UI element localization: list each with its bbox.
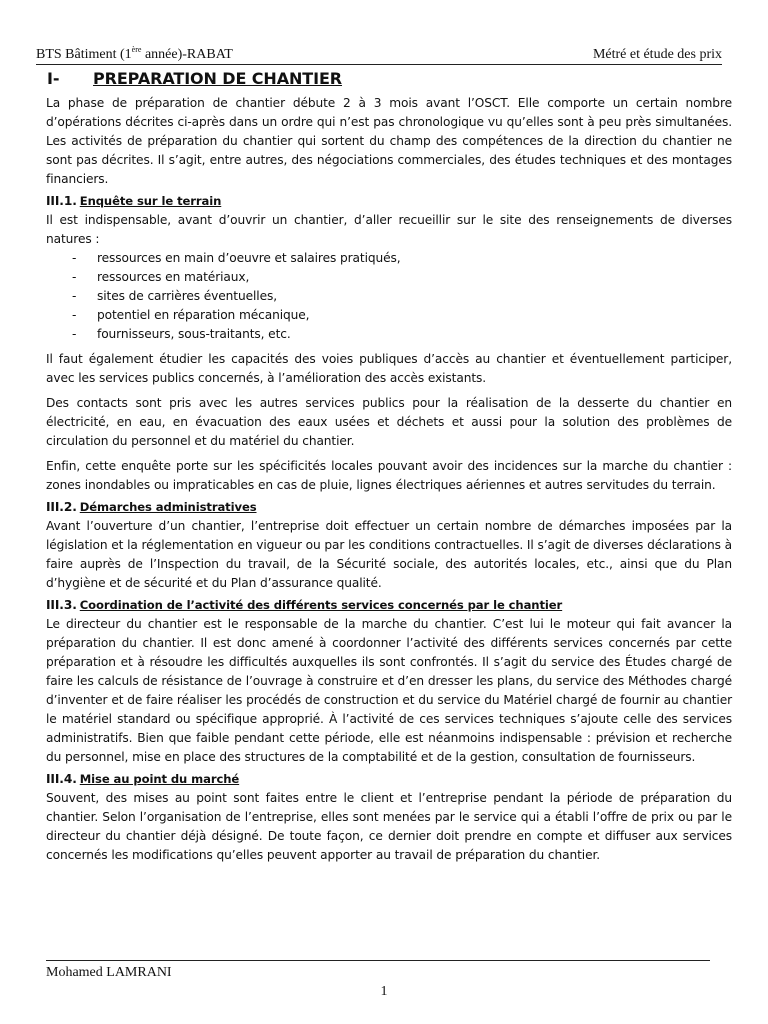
section-2-paragraph-1: Avant l’ouverture d’un chantier, l’entreprise doit effectuer un certain nombre de démarches imposées par la législation et la réglementation en vigueur ou par les conditions contractuelles. Il s’agit de diverses déclarations à faire auprès de l’Inspection du travail, de la Sécurité sociale, des autorités locales, etc., ainsi que du Plan d’hygiène et de sécurité et du Plan d’assurance qualité. xyxy=(46,519,732,590)
section-4-heading xyxy=(46,770,732,789)
section-1-paragraph-2: Il faut également étudier les capacités des voies publiques d’accès au chantier et éventuellement participer, avec les services publics concernés, à l’amélioration des accès existants. xyxy=(46,352,732,385)
section-2-number: III.2. xyxy=(46,500,77,514)
resource-list xyxy=(46,249,732,344)
header-left: BTS Bâtiment (1ère année)-RABAT xyxy=(36,45,233,62)
page-header xyxy=(36,42,722,65)
footer-author: Mohamed LAMRANI xyxy=(46,965,172,980)
section-1-title: Enquête sur le terrain xyxy=(79,194,222,208)
chapter-title xyxy=(47,68,732,90)
list-item: - fournisseurs, sous-traitants, etc. xyxy=(72,327,291,341)
chapter-title-text: PREPARATION DE CHANTIER xyxy=(93,69,343,88)
section-1-heading xyxy=(46,192,732,211)
section-4 xyxy=(46,770,732,865)
section-2-heading xyxy=(46,498,732,517)
section-4-paragraph-1: Souvent, des mises au point sont faites entre le client et l’entreprise pendant la période de préparation du chantier. Selon l’organisation de l’entreprise, elles sont menées par le service qui a établi l’offre de prix ou par le directeur du chantier déjà désigné. De toute façon, ce dernier doit prendre en compte et diffuser aux services concernés les modifications qu’elles peuvent apporter au travail de préparation du chantier. xyxy=(46,791,732,862)
section-2-title: Démarches administratives xyxy=(79,500,257,514)
list-item: - ressources en main d’oeuvre et salaires pratiqués, xyxy=(72,251,401,265)
page-footer xyxy=(46,960,710,980)
header-right: Métré et étude des prix xyxy=(592,47,722,62)
section-3-title: Coordination de l’activité des différents services concernés par le chantier xyxy=(79,598,563,612)
section-1-paragraph-1: Il est indispensable, avant d’ouvrir un chantier, d’aller recueillir sur le site des renseignements de diverses natures : xyxy=(46,213,732,246)
section-1 xyxy=(46,192,732,495)
section-1-paragraph-4: Enfin, cette enquête porte sur les spécificités locales pouvant avoir des incidences sur la marche du chantier : zones inondables ou impraticables en cas de pluie, lignes électriques aériennes et autres servitudes du terrain. xyxy=(46,459,732,492)
section-3-number: III.3. xyxy=(46,598,77,612)
list-item: - potentiel en réparation mécanique, xyxy=(72,308,310,322)
list-item: - sites de carrières éventuelles, xyxy=(72,289,277,303)
page-number: 1 xyxy=(380,984,388,999)
section-3 xyxy=(46,596,732,767)
section-2 xyxy=(46,498,732,593)
page-content xyxy=(46,68,732,865)
list-item: - ressources en matériaux, xyxy=(72,270,250,284)
section-3-heading xyxy=(46,596,732,615)
section-1-number: III.1. xyxy=(46,194,77,208)
chapter-number: I- xyxy=(47,69,60,88)
section-3-paragraph-1: Le directeur du chantier est le responsable de la marche du chantier. C’est lui le moteur qui fait avancer la préparation du chantier. Il est donc amené à coordonner l’activité des différents services concernés par cette préparation et à résoudre les difficultés auxquelles ils sont confrontés. Il s’agit du service des Études chargé de faire les calculs de résistance de l’ouvrage à construire et d’en dresser les plans, du service des Méthodes chargé d’inventer et de faire réaliser les procédés de construction et du service du Matériel chargé de fournir au chantier le matériel standard ou spécifique approprié. À l’activité de ces services techniques s’ajoute celle des services administratifs. Bien que faible pendant cette période, elle est néanmoins indispensable : prévision et recherche du personnel, mise en place des structures de la comptabilité et de la gestion, consultation de fournisseurs. xyxy=(46,617,732,764)
section-4-number: III.4. xyxy=(46,772,77,786)
intro-paragraph: La phase de préparation de chantier débute 2 à 3 mois avant l’OSCT. Elle comporte un certain nombre d’opérations décrites ci-après dans un ordre qui n’est pas chronologique vu qu’elles sont à peu près simultanées. Les activités de préparation du chantier qui sortent du champ des compétences de la direction du chantier ne sont pas décrites. Il s’agit, entre autres, des négociations commerciales, des études techniques et des montages financiers. xyxy=(46,96,732,186)
section-1-paragraph-3: Des contacts sont pris avec les autres services publics pour la réalisation de la desserte du chantier en électricité, en eau, en évacuation des eaux usées et déchets et aussi pour la solution des problèmes de circulation du personnel et du matériel du chantier. xyxy=(46,396,732,448)
section-4-title: Mise au point du marché xyxy=(79,772,240,786)
